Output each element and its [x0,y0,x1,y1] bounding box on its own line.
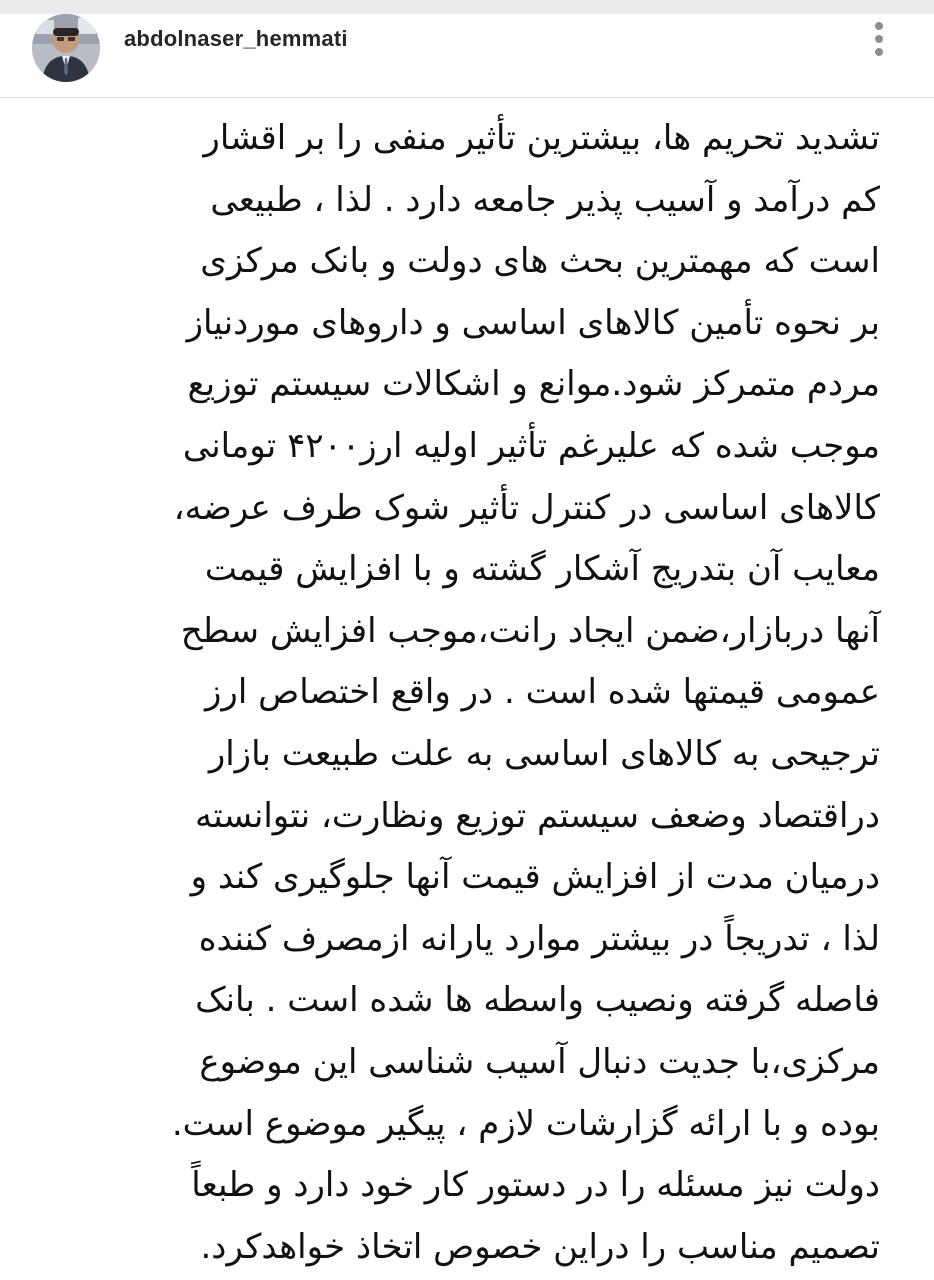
profile-photo-icon[interactable] [32,14,100,82]
caption-line: بوده و با ارائه گزارشات لازم ، پیگیر موضوع است. [171,1103,880,1144]
caption-line: کم درآمد و آسیب پذیر جامعه دارد . لذا ، طبیعی [210,179,880,220]
caption-line: عمومی قیمتها شده است . در واقع اختصاص ارز [205,672,880,713]
caption-line: مردم متمرکز شود.موانع و اشکالات سیستم توزیع [187,364,880,405]
post-caption [60,108,880,1278]
caption-line: موجب شده که علیرغم تأثیر اولیه ارز۴۲۰۰ تومانی [182,425,880,466]
caption-line: معایب آن بتدریج آشکار گشته و با افزایش قیمت [204,549,880,590]
more-vertical-icon[interactable] [864,18,894,62]
caption-line: ترجیحی به کالاهای اساسی به علت طبیعت بازار [208,733,880,774]
username[interactable]: abdolnaser_hemmati [124,26,348,51]
caption-line: است که مهمترین بحث های دولت و بانک مرکزی [200,241,880,282]
status-strip [0,0,934,14]
caption-line: مرکزی،با جدیت دنبال آسیب شناسی این موضوع [199,1041,880,1082]
caption-line: تشدید تحریم ها، بیشترین تأثیر منفی را بر اقشار [203,118,880,158]
caption-line: لذا ، تدریجاً در بیشتر موارد یارانه ازمصرف کننده [198,918,880,959]
post-header [0,14,934,98]
caption-line: دراقتصاد وضعف سیستم توزیع ونظارت، نتوانسته [195,795,880,836]
caption-line: دولت نیز مسئله را در دستور کار خود دارد و طبعاً [191,1165,880,1206]
caption-line: کالاهای اساسی در کنترل تأثیر شوک طرف عرضه، [173,487,880,528]
caption-line: بر نحوه تأمین کالاهای اساسی و داروهای موردنیاز [186,302,880,343]
caption-line: تصمیم مناسب را دراین خصوص اتخاذ خواهدکرد. [200,1226,880,1267]
caption-line: آنها دربازار،ضمن ایجاد رانت،موجب افزایش سطح [180,610,880,651]
caption-line: فاصله گرفته ونصیب واسطه ها شده است . بانک [195,980,880,1021]
caption-line: درمیان مدت از افزایش قیمت آنها جلوگیری کند و [190,857,880,898]
